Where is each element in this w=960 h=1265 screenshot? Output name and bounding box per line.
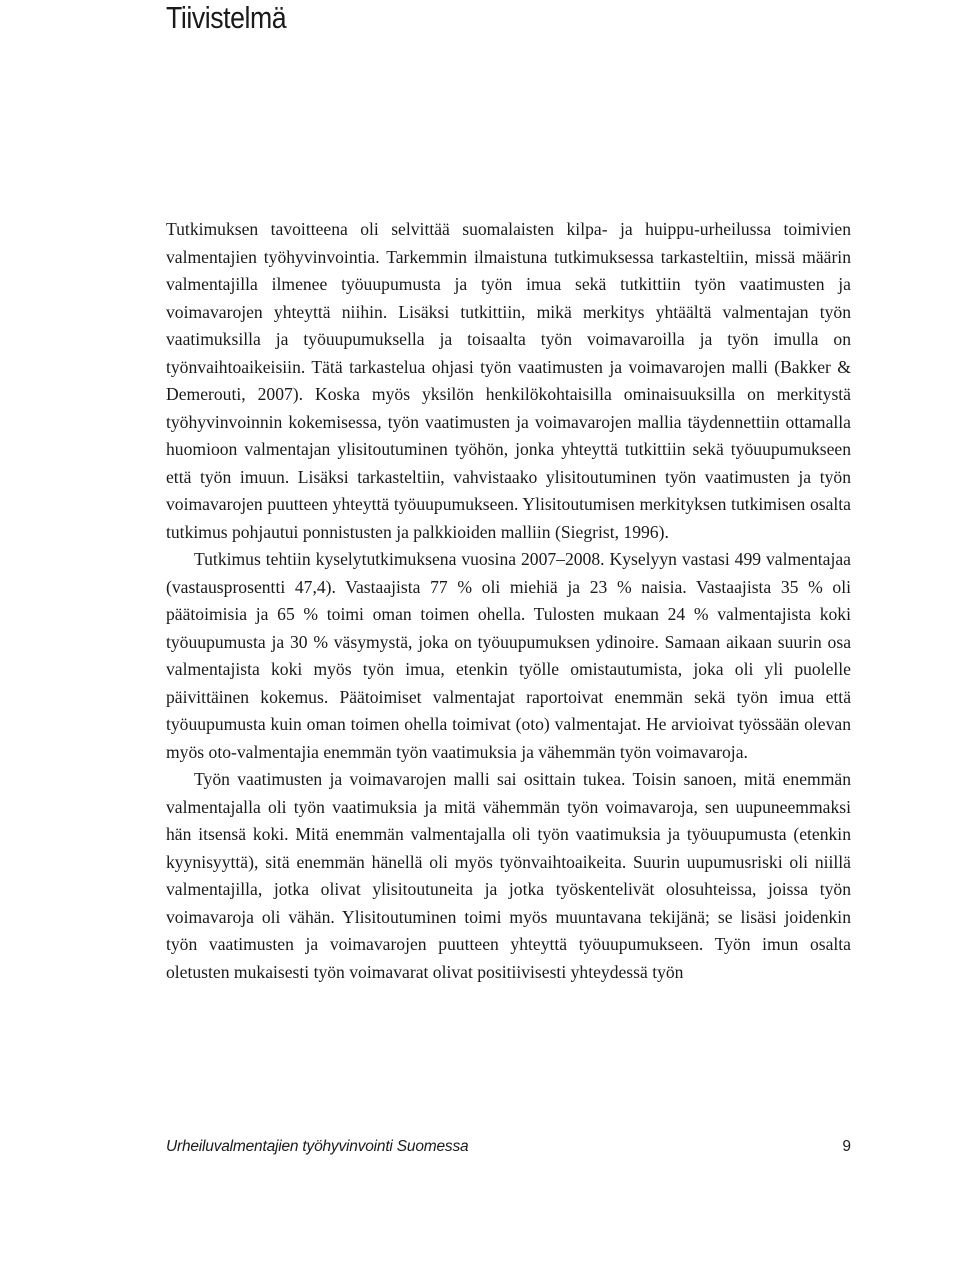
footer-book-title: Urheiluvalmentajien työhyvinvointi Suomessa xyxy=(166,1138,469,1155)
paragraph: Tutkimuksen tavoitteena oli selvittää suomalaisten kilpa- ja huippu-urheilussa toimivien valmentajien työhyvinvointia. Tarkemmin ilmaistuna tutkimuksessa tarkasteltiin, missä määrin valmentajilla ilmenee työuupumusta ja työn imua sekä tutkittiin työn vaatimusten ja voimavarojen yhteyttä niihin. Lisäksi tutkittiin, mikä merkitys yhtäältä valmentajan työn vaatimuksilla ja työuupumuksella ja toisaalta työn voimavaroilla ja työn imulla on työnvaihtoaikeisiin. Tätä tarkastelua ohjasi työn vaatimusten ja voimavarojen malli (Bakker & Demerouti, 2007). Koska myös yksilön henkilökohtaisilla ominaisuuksilla on merkitystä työhyvinvoinnin kokemisessa, työn vaatimusten ja voimavarojen mallia täydennettiin ottamalla huomioon valmentajan ylisitoutuminen työhön, jonka yhteyttä tutkittiin sekä työuupumukseen että työn imuun. Lisäksi tarkasteltiin, vahvistaako ylisitoutuminen työn vaatimusten ja työn voimavarojen puutteen yhteyttä työuupumukseen. Ylisitoutumisen merkityksen tutkimisen osalta tutkimus pohjautui ponnistusten ja palkkioiden malliin (Siegrist, 1996). xyxy=(166,219,851,542)
page-title: Tiivistelmä xyxy=(166,0,287,35)
paragraph: Tutkimus tehtiin kyselytutkimuksena vuosina 2007–2008. Kyselyyn vastasi 499 valmentajaa (vastausprosentti 47,4). Vastaajista 77 % oli miehiä ja 23 % naisia. Vastaajista 35 % oli päätoimisia ja 65 % toimi oman toimen ohella. Tulosten mukaan 24 % valmentajista koki työuupumusta ja 30 % väsymystä, joka on työuupumuksen ydinoire. Samaan aikaan suurin osa valmentajista koki myös työn imua, etenkin työlle omistautumista, joka oli yli puolelle päivittäinen kokemus. Päätoimiset valmentajat raportoivat enemmän sekä työn imua että työuupumusta kuin oman toimen ohella toimivat (oto) valmentajat. He arvioivat työssään olevan myös oto-valmentajia enemmän työn vaatimuksia ja vähemmän työn voimavaroja. xyxy=(166,549,851,762)
paragraph: Työn vaatimusten ja voimavarojen malli sai osittain tukea. Toisin sanoen, mitä enemmän valmentajalla oli työn vaatimuksia ja mitä vähemmän työn voimavaroja, sen uupuneemmaksi hän itsensä koki. Mitä enemmän valmentajalla oli työn vaatimuksia ja työuupumusta (etenkin kyynisyyttä), sitä enemmän hänellä oli myös työnvaihtoaikeita. Suurin uupumusriski oli niillä valmentajilla, jotka olivat ylisitoutuneita ja jotka työskentelivät olosuhteissa, joissa työn voimavaroja oli vähän. Ylisitoutuminen toimi myös muuntavana tekijänä; se lisäsi joidenkin työn vaatimusten ja voimavarojen puutteen yhteyttä työuupumukseen. Työn imun osalta oletusten mukaisesti työn voimavarat olivat positiivisesti yhteydessä työn xyxy=(166,769,851,982)
page-number: 9 xyxy=(842,1138,851,1155)
body-text xyxy=(166,216,851,986)
page-footer xyxy=(166,1138,851,1156)
